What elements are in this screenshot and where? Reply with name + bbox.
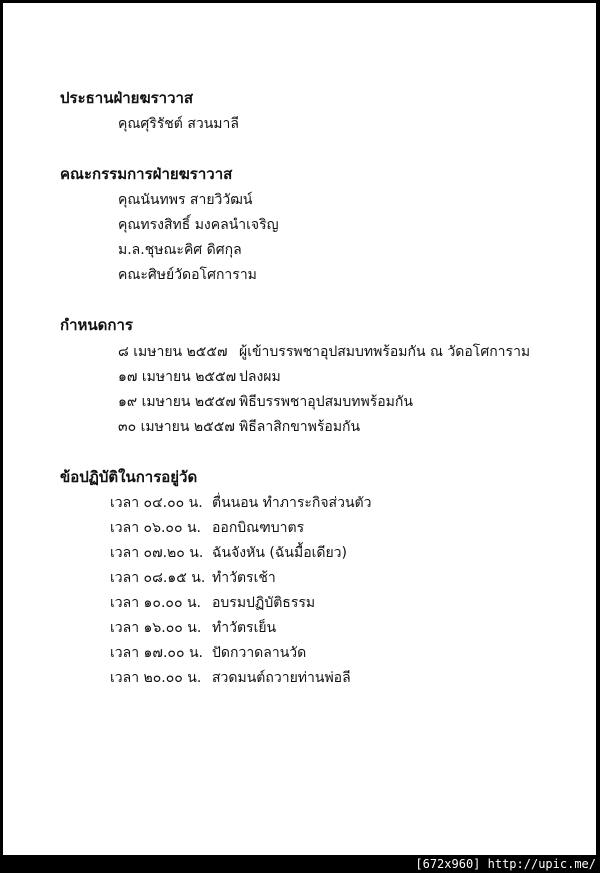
schedule-text: พิธีลาสิกขาพร้อมกัน — [239, 419, 361, 435]
rules-heading: ข้อปฏิบัติในการอยู่วัด — [60, 468, 198, 486]
rule-activity: ตื่นนอน ทำภาระกิจส่วนตัว — [212, 495, 372, 511]
schedule-text: ปลงผม — [239, 369, 281, 385]
rule-time: เวลา ๐๔.๐๐ น. — [110, 495, 203, 511]
rule-activity: อบรมปฏิบัติธรรม — [212, 595, 316, 611]
rule-time: เวลา ๑๐.๐๐ น. — [110, 595, 201, 611]
committee-heading: คณะกรรมการฝ่ายฆราวาส — [60, 165, 233, 183]
rule-time: เวลา ๐๘.๑๕ น. — [110, 570, 206, 586]
rule-activity: ทำวัตรเย็น — [212, 620, 277, 636]
rule-time: เวลา ๐๗.๒๐ น. — [110, 545, 204, 561]
rule-time: เวลา ๑๖.๐๐ น. — [110, 620, 202, 636]
rule-activity: ปัดกวาดลานวัด — [212, 645, 307, 661]
schedule-text: ผู้เข้าบรรพชาอุปสมบทพร้อมกัน ณ วัดอโศการาม — [239, 344, 531, 360]
rule-time: เวลา ๒๐.๐๐ น. — [110, 670, 202, 686]
committee-member: คุณนันทพร สายวิวัฒน์ — [118, 192, 253, 208]
schedule-text: พิธีบรรพชาอุปสมบทพร้อมกัน — [239, 394, 413, 410]
committee-member: คณะศิษย์วัดอโศการาม — [118, 267, 257, 283]
rule-activity: ออกบิณฑบาตร — [212, 520, 305, 536]
committee-member: ม.ล.ชุษณะคิศ ดิศกุล — [118, 242, 242, 258]
schedule-date: ๑๗ เมษายน ๒๕๕๗ — [118, 369, 237, 385]
watermark-bar — [0, 855, 600, 873]
rule-activity: สวดมนต์ถวายท่านพ่อลี — [212, 670, 351, 686]
president-name: คุณศุริรัชต์ สวนมาลี — [118, 116, 239, 132]
schedule-date: ๓๐ เมษายน ๒๕๕๗ — [118, 419, 235, 435]
rule-time: เวลา ๐๖.๐๐ น. — [110, 520, 201, 536]
watermark-text: [672x960] http://upic.me/ — [415, 857, 596, 871]
rule-activity: ทำวัตรเช้า — [212, 570, 276, 586]
president-heading: ประธานฝ่ายฆราวาส — [60, 89, 194, 107]
schedule-date: ๑๙ เมษายน ๒๕๕๗ — [118, 394, 236, 410]
rule-activity: ฉันจังหัน (ฉันมื้อเดียว) — [212, 545, 348, 561]
schedule-heading: กำหนดการ — [60, 316, 133, 334]
committee-member: คุณทรงสิทธิ์ มงคลนำเจริญ — [118, 217, 279, 233]
rule-time: เวลา ๑๗.๐๐ น. — [110, 645, 203, 661]
schedule-date: ๘ เมษายน ๒๕๕๗ — [118, 344, 228, 360]
